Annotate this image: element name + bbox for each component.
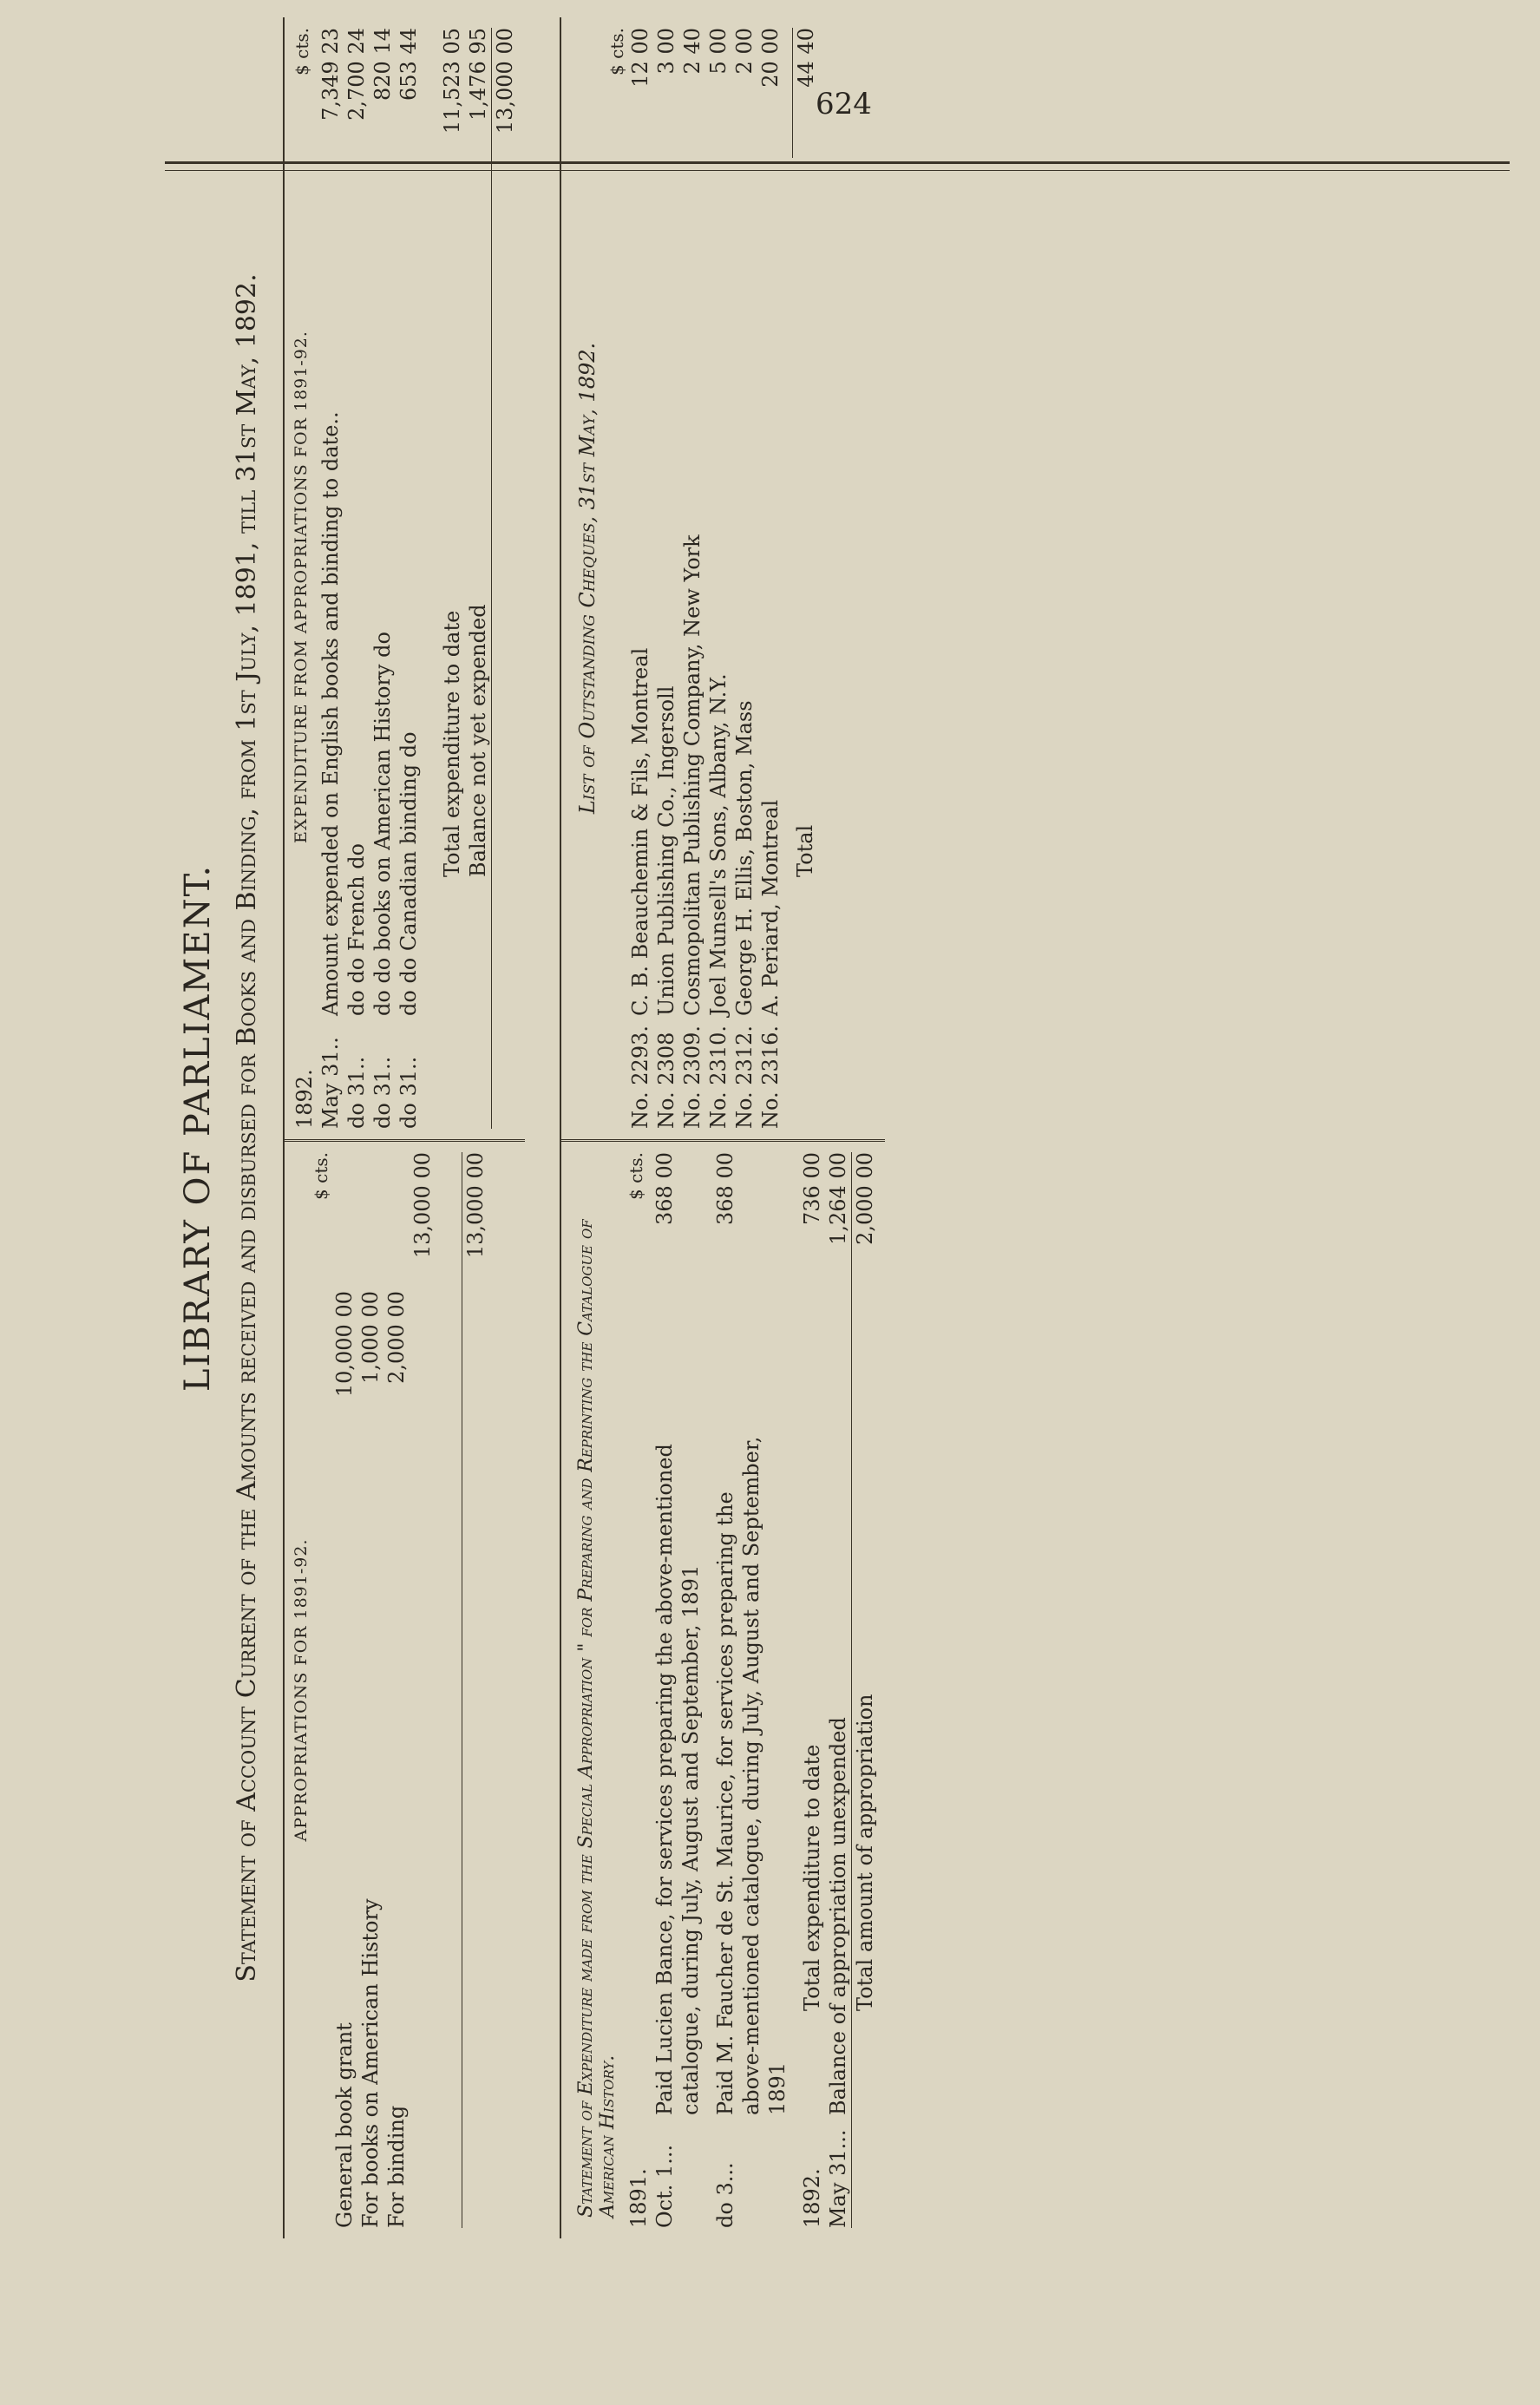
expenditure-date: do 31..	[344, 1056, 369, 1129]
expenditure-amount: 2,700 24	[344, 28, 369, 121]
cheques-currency: $ cts.	[606, 28, 627, 75]
document-subtitle: Statement of Account Current of the Amounts received and disbursed for Books and Binding, from 1st July, 1891, till 31st May, 1892.	[232, 273, 262, 1982]
cheque-number: No. 2316.	[758, 1026, 783, 1129]
special-balance-label: Balance of appropriation unexpended	[826, 1717, 850, 2115]
expenditure-date: do 31..	[396, 1056, 421, 1129]
special-currency: $ cts.	[626, 1152, 646, 1200]
expenditure-label: do do books on American History do	[370, 632, 395, 1016]
special-total-label: Total expenditure to date	[800, 1744, 824, 2011]
cheque-payee: Joel Munsell's Sons, Albany, N.Y.	[706, 673, 731, 1016]
special-year-1891: 1891.	[626, 2168, 651, 2228]
cheques-column	[561, 17, 885, 1139]
expenditure-row	[344, 28, 370, 1129]
special-title: Statement of Expenditure made from the Special Appropriation " for Preparing and Reprinting the Catalogue of American History.	[575, 1219, 619, 2218]
special-spacer	[652, 1291, 704, 1421]
special-balance-date: May 31...	[826, 2129, 850, 2228]
appropriation-spacer	[357, 1152, 383, 1291]
special-date: do 3...	[713, 2162, 737, 2228]
cheque-number: No. 2309.	[680, 1026, 704, 1129]
appropriations-total: 13,000 00	[463, 1152, 488, 1259]
cheque-payee: C. B. Beauchemin & Fils, Montreal	[628, 647, 652, 1016]
appropriation-label: For binding	[384, 2105, 409, 2228]
expenditure-year: 1892.	[292, 1069, 317, 1129]
special-section	[560, 17, 885, 2238]
appropriations-currency: $ cts.	[311, 1152, 331, 1200]
cheque-amount: 2 40	[680, 28, 704, 75]
cheque-amount: 12 00	[628, 28, 652, 88]
special-label: Paid M. Faucher de St. Maurice, for services preparing the above-mentioned catalogue, during July, August and September, 1891	[713, 1436, 790, 2115]
special-balance-amount: 1,264 00	[826, 1152, 850, 1245]
expenditure-balance-label: Balance not yet expended	[466, 604, 490, 877]
appropriations-header: APPROPRIATIONS FOR 1891-92.	[292, 1538, 311, 1842]
expenditure-date: May 31..	[318, 1037, 343, 1129]
expenditure-header: EXPENDITURE FROM APPROPRIATIONS FOR 1891-92.	[292, 331, 311, 843]
cheques-title: List of Outstanding Cheques, 31st May, 1892.	[575, 342, 600, 815]
special-amount: 368 00	[713, 1152, 737, 1225]
special-spacer	[712, 1291, 790, 1421]
expenditure-total-label: Total expenditure to date	[440, 610, 464, 877]
special-date: Oct. 1...	[652, 2144, 677, 2228]
special-total-amount: 736 00	[800, 1152, 824, 1225]
expenditure-label: do do Canadian binding do	[396, 731, 421, 1016]
cheque-payee: George H. Ellis, Boston, Mass	[732, 700, 757, 1016]
cheques-total-amount: 44 40	[792, 28, 819, 158]
special-row	[652, 1152, 704, 2228]
expenditure-amount: 820 14	[370, 28, 395, 101]
cheque-row	[679, 28, 705, 1129]
cheque-number: No. 2310.	[706, 1026, 731, 1129]
expenditure-row	[318, 28, 344, 1129]
cheque-payee: Cosmopolitan Publishing Company, New York	[680, 534, 704, 1016]
appropriation-amount: 2,000 00	[384, 1291, 409, 1384]
appropriation-row	[331, 1152, 357, 2228]
appropriation-amount: 1,000 00	[358, 1291, 383, 1384]
document-title: LIBRARY OF PARLIAMENT.	[178, 863, 218, 1393]
appropriation-row	[383, 1152, 410, 2228]
cheque-row	[627, 28, 653, 1129]
cheque-amount: 2 00	[732, 28, 757, 75]
expenditure-date: do 31..	[370, 1056, 395, 1129]
special-column	[561, 1139, 885, 2238]
cheque-row	[731, 28, 757, 1129]
special-amount: 368 00	[652, 1152, 677, 1225]
appropriations-subtotal: 13,000 00	[410, 1152, 435, 1259]
cheque-row	[653, 28, 679, 1129]
cheque-payee: A. Periard, Montreal	[758, 799, 783, 1016]
expenditure-total-amount: 11,523 05	[440, 28, 464, 134]
special-label: Paid Lucien Bance, for services preparing the above-mentioned catalogue, during July, August and September, 1891	[652, 1444, 703, 2115]
cheque-row	[705, 28, 731, 1129]
expenditure-balance-amount: 1,476 95	[466, 28, 490, 121]
appropriations-list	[331, 1152, 410, 2228]
expenditure-row	[370, 28, 396, 1129]
expenditure-grand-total: 13,000 00	[493, 28, 517, 134]
cheque-row	[757, 28, 783, 1129]
cheque-amount: 3 00	[654, 28, 678, 75]
expenditure-amount: 653 44	[396, 28, 421, 101]
account-section	[283, 17, 525, 2238]
cheques-list	[627, 28, 783, 1129]
expenditure-list	[318, 28, 422, 1129]
appropriation-label: For books on American History	[358, 1898, 383, 2228]
cheque-amount: 20 00	[758, 28, 783, 88]
appropriation-spacer	[331, 1152, 357, 1291]
special-appropriation-amount: 2,000 00	[853, 1152, 877, 1245]
cheque-number: No. 2308	[654, 1032, 678, 1129]
cheque-number: No. 2312.	[732, 1026, 757, 1129]
expenditure-label: Amount expended on English books and binding to date..	[318, 411, 343, 1016]
expenditure-amount: 7,349 23	[318, 28, 343, 121]
page-number: 624	[816, 87, 872, 121]
expenditure-label: do do French do	[344, 842, 369, 1016]
appropriations-column	[285, 1139, 525, 2238]
expenditure-currency: $ cts.	[292, 28, 312, 75]
special-year-1892: 1892.	[800, 2168, 824, 2228]
special-list	[652, 1152, 790, 2228]
expenditure-column	[285, 17, 525, 1139]
cheque-amount: 5 00	[706, 28, 731, 75]
special-row	[712, 1152, 790, 2228]
expenditure-row	[396, 28, 422, 1129]
appropriation-amount: 10,000 00	[332, 1291, 357, 1398]
rotated-document	[169, 17, 1523, 2238]
special-appropriation-label: Total amount of appropriation	[853, 1694, 877, 2011]
appropriation-spacer	[383, 1152, 410, 1291]
cheque-payee: Union Publishing Co., Ingersoll	[654, 685, 678, 1016]
cheques-total-label: Total	[793, 824, 817, 877]
appropriation-label: General book grant	[332, 2022, 357, 2228]
cheque-number: No. 2293.	[628, 1026, 652, 1129]
appropriation-row	[357, 1152, 383, 2228]
